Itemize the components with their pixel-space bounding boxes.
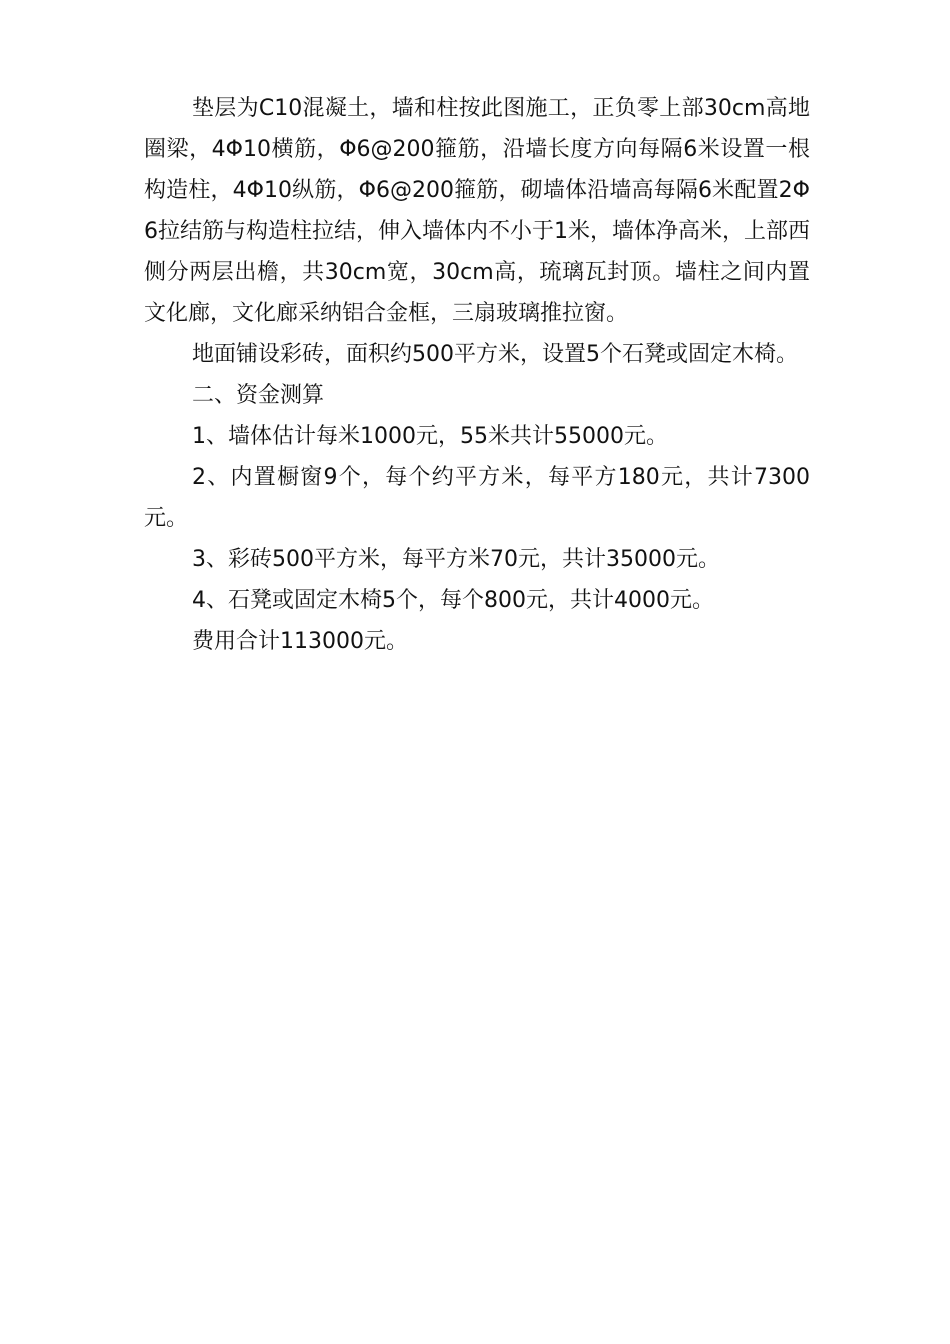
- budget-item: 4、石凳或固定木椅5个，每个800元，共计4000元。: [192, 588, 714, 613]
- budget-item: 3、彩砖500平方米，每平方米70元，共计35000元。: [192, 547, 720, 572]
- budget-item: 2、内置橱窗9个，每个约平方米，每平方180元，共计7300元。: [144, 465, 810, 531]
- construction-paragraph: 垫层为C10混凝土，墙和柱按此图施工，正负零上部30cm高地圈梁，4Φ10横筋，Φ6@200箍筋，沿墙长度方向每隔6米设置一根构造柱，4Φ10纵筋，Φ6@200箍筋，砌墙体沿墙高每隔6米配置2Φ6拉结筋与构造柱拉结，伸入墙体内不小于1米，墙体净高米，上部西侧分两层出檐，共30cm宽，30cm高，琉璃瓦封顶。墙柱之间内置文化廊，文化廊采纳铝合金框，三扇玻璃推拉窗。: [144, 96, 810, 326]
- paving-paragraph: 地面铺设彩砖，面积约500平方米，设置5个石凳或固定木椅。: [192, 342, 798, 367]
- budget-item: 1、墙体估计每米1000元，55米共计55000元。: [192, 424, 668, 449]
- total-line: 费用合计113000元。: [192, 629, 408, 654]
- document-body: [144, 88, 810, 662]
- section-heading: 二、资金测算: [192, 383, 325, 408]
